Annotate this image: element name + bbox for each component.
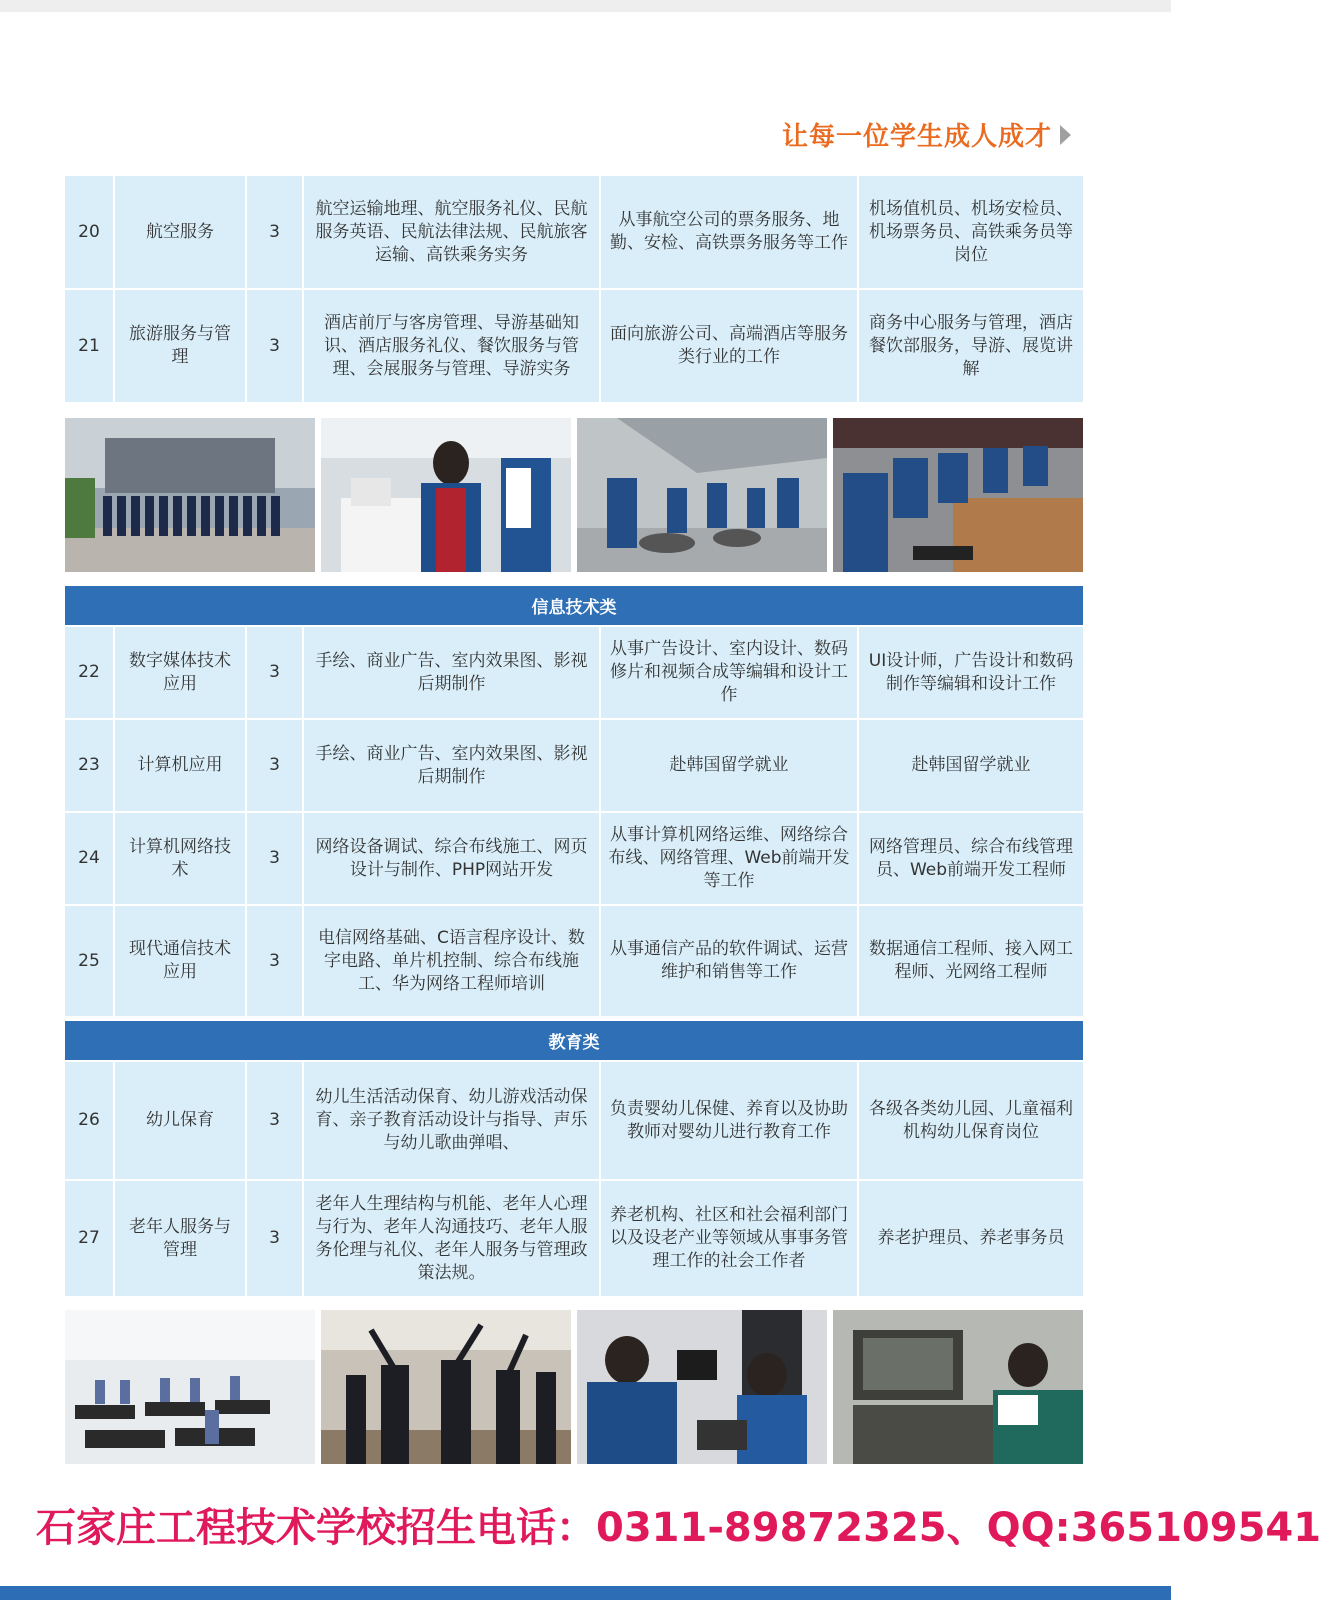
cell-courses: 酒店前厅与客房管理、导游基础知识、酒店服务礼仪、餐饮服务与管理、会展服务与管理、导游实务 (304, 290, 601, 404)
cell-major: 现代通信技术应用 (115, 906, 247, 1018)
table-row (65, 290, 1083, 404)
major-table-a (65, 176, 1083, 404)
cell-jobs: 商务中心服务与管理，酒店餐饮部服务，导游、展览讲解 (859, 290, 1083, 404)
cell-years: 3 (247, 906, 304, 1018)
cell-no: 20 (65, 176, 115, 290)
equipment-training-photo (833, 1310, 1083, 1464)
slogan (782, 116, 1071, 153)
cell-direction: 赴韩国留学就业 (601, 720, 859, 813)
cell-courses: 老年人生理结构与机能、老年人心理与行为、老年人沟通技巧、老年人服务伦理与礼仪、老年人服务与管理政策法规。 (304, 1181, 601, 1298)
cell-jobs: 网络管理员、综合布线管理员、Web前端开发工程师 (859, 813, 1083, 906)
cell-courses: 航空运输地理、航空服务礼仪、民航服务英语、民航法律法规、民航旅客运输、高铁乘务实务 (304, 176, 601, 290)
cashier-training-photo (321, 418, 571, 572)
table-row (65, 627, 1083, 720)
table-row (65, 176, 1083, 290)
major-table-b (65, 627, 1083, 1018)
bottom-decor-bar (0, 1586, 1171, 1600)
network-lab-photo (577, 1310, 827, 1464)
table-row (65, 1181, 1083, 1298)
cell-no: 24 (65, 813, 115, 906)
aviation-staff-photo (65, 418, 315, 572)
cell-direction: 从事广告设计、室内设计、数码修片和视频合成等编辑和设计工作 (601, 627, 859, 720)
slogan-text: 让每一位学生成人成才 (781, 122, 1052, 152)
cell-major: 计算机网络技术 (115, 813, 247, 906)
cell-major: 计算机应用 (115, 720, 247, 813)
computer-lab-photo (833, 418, 1083, 572)
table-row (65, 720, 1083, 813)
cell-direction: 养老机构、社区和社会福利部门以及设老产业等领域从事事务管理工作的社会工作者 (601, 1181, 859, 1298)
cell-major: 航空服务 (115, 176, 247, 290)
cell-years: 3 (247, 1181, 304, 1298)
cell-years: 3 (247, 290, 304, 404)
chevron-right-icon (1060, 125, 1071, 145)
cell-years: 3 (247, 720, 304, 813)
cell-direction: 负责婴幼儿保健、养育以及协助教师对婴幼儿进行教育工作 (601, 1062, 859, 1181)
cell-direction: 面向旅游公司、高端酒店等服务类行业的工作 (601, 290, 859, 404)
cell-jobs: 赴韩国留学就业 (859, 720, 1083, 813)
table-row (65, 813, 1083, 906)
cooking-class-photo (577, 418, 827, 572)
cell-courses: 网络设备调试、综合布线施工、网页设计与制作、PHP网站开发 (304, 813, 601, 906)
cell-courses: 电信网络基础、C语言程序设计、数字电路、单片机控制、综合布线施工、华为网络工程师培训 (304, 906, 601, 1018)
cell-major: 数字媒体技术应用 (115, 627, 247, 720)
cell-no: 21 (65, 290, 115, 404)
piano-room-photo (65, 1310, 315, 1464)
cell-years: 3 (247, 813, 304, 906)
table-row (65, 906, 1083, 1018)
cell-courses: 幼儿生活活动保育、幼儿游戏活动保育、亲子教育活动设计与指导、声乐与幼儿歌曲弹唱、 (304, 1062, 601, 1181)
cell-courses: 手绘、商业广告、室内效果图、影视后期制作 (304, 627, 601, 720)
cell-jobs: 各级各类幼儿园、儿童福利机构幼儿保育岗位 (859, 1062, 1083, 1181)
photo-strip-top (65, 418, 1083, 572)
cell-years: 3 (247, 176, 304, 290)
cell-jobs: 机场值机员、机场安检员、机场票务员、高铁乘务员等岗位 (859, 176, 1083, 290)
cell-no: 27 (65, 1181, 115, 1298)
cell-major: 旅游服务与管理 (115, 290, 247, 404)
top-decor-bar (0, 0, 1171, 12)
enrollment-contact: 石家庄工程技术学校招生电话：0311-89872325、QQ:365109541 (36, 1505, 1321, 1551)
cell-jobs: 养老护理员、养老事务员 (859, 1181, 1083, 1298)
major-table-c (65, 1062, 1083, 1298)
cell-no: 25 (65, 906, 115, 1018)
cell-no: 23 (65, 720, 115, 813)
cell-years: 3 (247, 627, 304, 720)
cell-direction: 从事计算机网络运维、网络综合布线、网络管理、Web前端开发等工作 (601, 813, 859, 906)
category-header-it: 信息技术类 (65, 586, 1083, 625)
cell-direction: 从事通信产品的软件调试、运营维护和销售等工作 (601, 906, 859, 1018)
dance-class-photo (321, 1310, 571, 1464)
photo-strip-bottom (65, 1310, 1083, 1464)
cell-no: 22 (65, 627, 115, 720)
cell-jobs: UI设计师，广告设计和数码制作等编辑和设计工作 (859, 627, 1083, 720)
table-row (65, 1062, 1083, 1181)
cell-jobs: 数据通信工程师、接入网工程师、光网络工程师 (859, 906, 1083, 1018)
cell-years: 3 (247, 1062, 304, 1181)
category-header-education: 教育类 (65, 1021, 1083, 1060)
cell-major: 幼儿保育 (115, 1062, 247, 1181)
cell-direction: 从事航空公司的票务服务、地勤、安检、高铁票务服务等工作 (601, 176, 859, 290)
cell-no: 26 (65, 1062, 115, 1181)
cell-major: 老年人服务与管理 (115, 1181, 247, 1298)
cell-courses: 手绘、商业广告、室内效果图、影视后期制作 (304, 720, 601, 813)
